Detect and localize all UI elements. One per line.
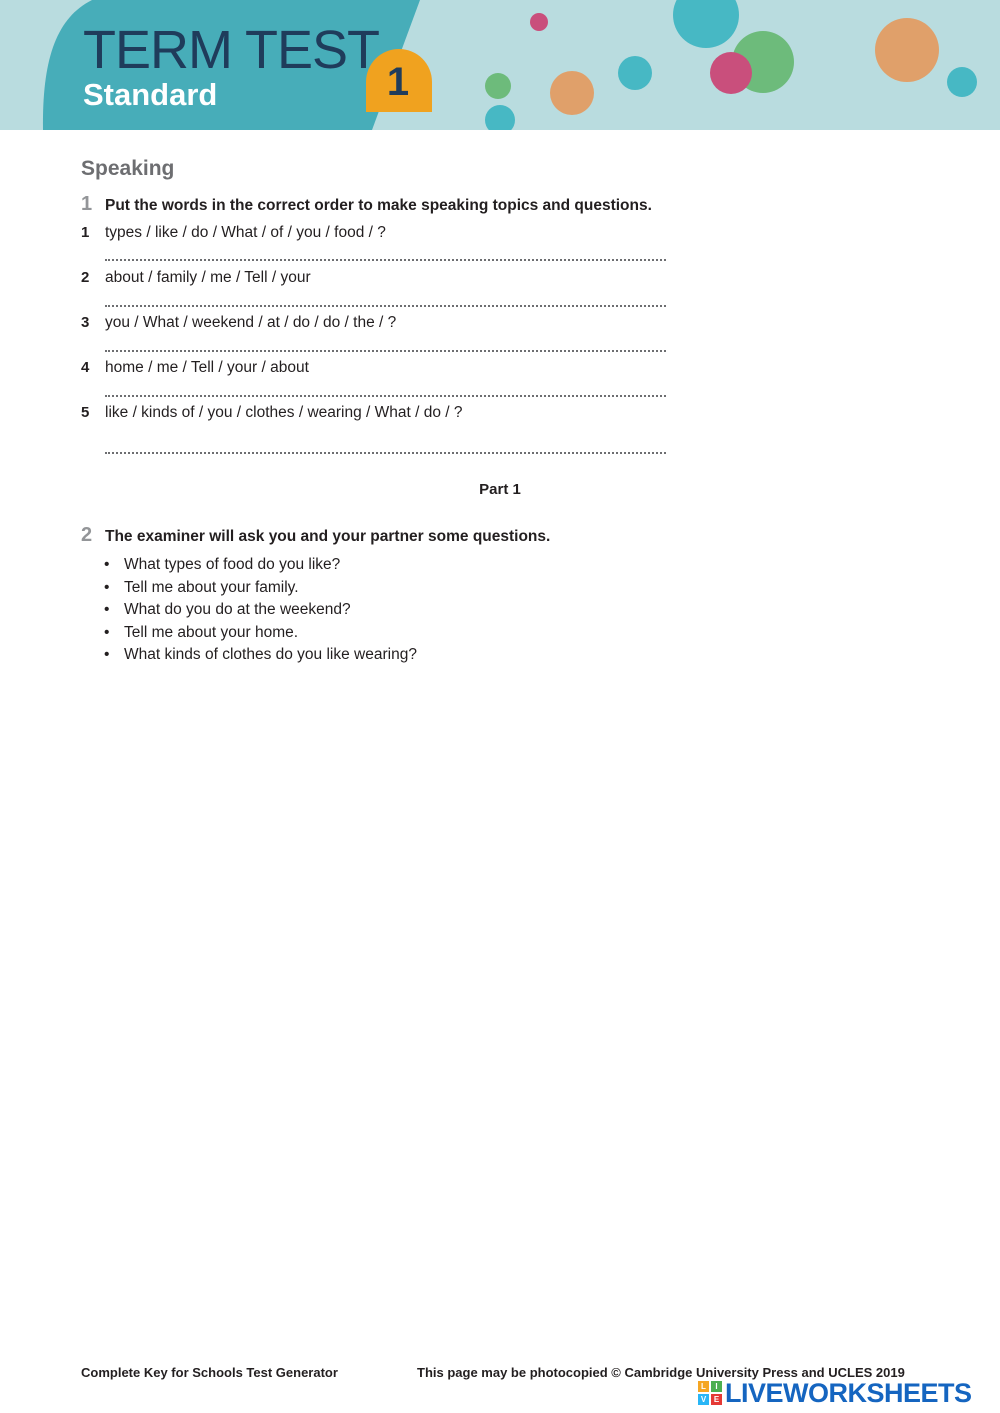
page-title: TERM TEST [83,20,380,80]
logo-letter: I [711,1381,722,1392]
page-subtitle: Standard [83,77,218,112]
item-prompt: about / family / me / Tell / your [105,269,311,286]
part-label: Part 1 [479,481,521,498]
bubble [550,71,594,115]
item-number: 1 [81,224,90,241]
bubble [618,56,652,90]
answer-input-5[interactable] [105,432,666,454]
exercise-1-instruction: Put the words in the correct order to make speaking topics and questions. [105,197,652,214]
test-number-badge: 1 [386,60,410,104]
list-item [104,599,417,622]
bullet-icon: • [104,623,110,641]
exercise-1-number: 1 [81,193,93,215]
bubble [710,52,752,94]
logo-letter: L [698,1381,709,1392]
footer-copyright: This page may be photocopied © Cambridge University Press and UCLES 2019 [417,1365,905,1380]
answer-input-3[interactable] [105,330,666,352]
bubble [485,105,515,130]
question-text: What types of food do you like? [124,556,341,573]
exercise-2-number: 2 [81,524,93,546]
answer-input-4[interactable] [105,375,666,397]
exercise-2-instruction: The examiner will ask you and your partner some questions. [105,528,551,545]
answer-input-1[interactable] [105,239,666,261]
bullet-icon: • [104,556,110,573]
footer-source: Complete Key for Schools Test Generator [81,1365,338,1380]
logo-text: LIVEWORKSHEETS [725,1378,972,1408]
bubble [947,67,977,97]
item-number: 2 [81,269,90,286]
liveworksheets-logo [698,1379,972,1407]
bullet-icon: • [104,578,110,596]
item-number: 3 [81,314,90,331]
item-number: 4 [81,359,90,376]
list-item [104,554,417,577]
bullet-icon: • [104,601,110,619]
bubble [673,0,739,48]
list-item [104,622,417,645]
bubble [530,13,548,31]
question-text: What kinds of clothes do you like wearing? [124,646,417,664]
logo-letter: E [711,1394,722,1405]
bullet-icon: • [104,646,110,664]
question-text: What do you do at the weekend? [124,601,351,619]
question-text: Tell me about your family. [124,578,299,596]
list-item [104,577,417,600]
logo-letter: V [698,1394,709,1405]
bubble [875,18,939,82]
question-text: Tell me about your home. [124,623,299,641]
answer-input-2[interactable] [105,285,666,307]
item-prompt: you / What / weekend / at / do / do / the / ? [105,314,397,331]
section-title: Speaking [81,157,175,180]
logo-blocks-icon [698,1381,722,1405]
bubble [485,73,511,99]
question-list [104,554,417,667]
item-prompt: like / kinds of / you / clothes / wearing / What / do / ? [105,404,463,421]
list-item [104,644,417,667]
item-prompt: types / like / do / What / of / you / food / ? [105,224,386,241]
item-number: 5 [81,404,90,421]
header-banner [0,0,1000,130]
item-prompt: home / me / Tell / your / about [105,359,309,376]
